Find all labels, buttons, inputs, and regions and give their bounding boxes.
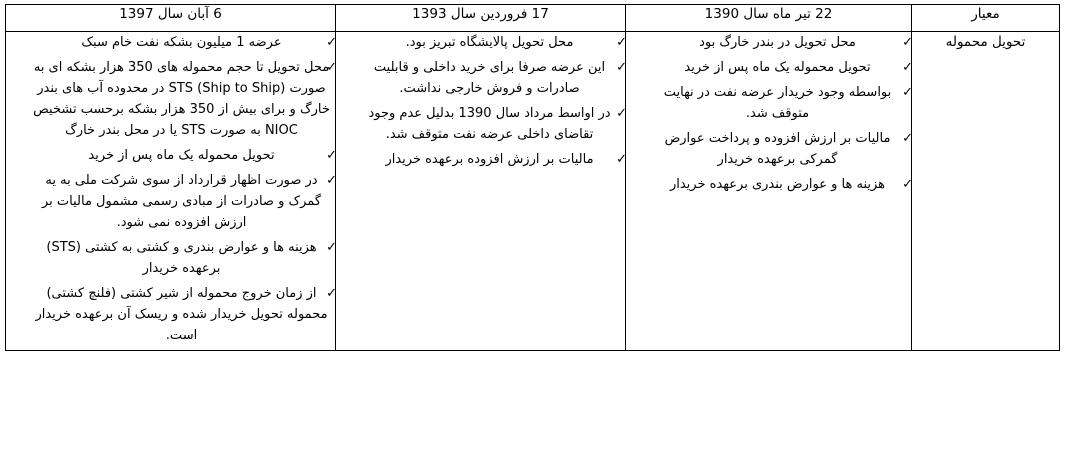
table-row (6, 32, 1060, 351)
list-item-text: محل تحویل تا حجم محموله های 350 هزار بشکه ای به صورت STS (Ship to Ship) در محدوده آب های بندر خارگ و برای بیش از 350 هزار بشکه برحسب تشخیص NIOC به صورت STS یا در محل بندر خارگ (33, 60, 330, 138)
table-header-row (6, 5, 1060, 32)
table-header (6, 5, 1060, 32)
list-item (6, 32, 335, 53)
cell-1397 (6, 32, 336, 351)
list-item-text: این عرضه صرفا برای خرید داخلی و قابلیت صادرات و فروش خارجی نداشت. (373, 60, 606, 96)
check-icon: ✓ (902, 35, 913, 50)
check-icon: ✓ (902, 131, 913, 146)
header-1397 (6, 5, 336, 32)
cell-1390 (626, 32, 912, 351)
list-item (6, 145, 335, 166)
list-item (336, 103, 625, 145)
list-item (6, 57, 335, 141)
list-item (6, 283, 335, 346)
list-item (626, 128, 911, 170)
list-item (626, 32, 911, 53)
list-item-text: در صورت اظهار قرارداد از سوی شرکت ملی به یه گمرک و صادرات از مبادی رسمی مشمول مالیات بر ارزش افزوده نمی شود. (41, 173, 322, 230)
check-icon: ✓ (326, 240, 337, 255)
list-item-text: تحویل محموله یک ماه پس از خرید (684, 60, 871, 75)
list-item-text: تحویل محموله یک ماه پس از خرید (88, 148, 275, 163)
list-item (6, 237, 335, 279)
list-item-text: مالیات بر ارزش افزوده برعهده خریدار (385, 152, 594, 167)
comparison-table (5, 4, 1060, 351)
list-item (336, 149, 625, 170)
header-criterion-label: معیار (971, 6, 1000, 22)
check-icon: ✓ (326, 60, 337, 75)
check-icon: ✓ (326, 35, 337, 50)
list-item (626, 82, 911, 124)
criterion-label: تحویل محموله (945, 34, 1026, 50)
header-1390 (626, 5, 912, 32)
list-item (626, 57, 911, 78)
list-item-text: عرضه 1 میلیون بشکه نفت خام سبک (81, 35, 282, 50)
list-item-text: محل تحویل پالایشگاه تبریز بود. (405, 35, 574, 50)
list-item-text: محل تحویل در بندر خارگ بود (699, 35, 856, 50)
header-criterion (912, 5, 1060, 32)
check-icon: ✓ (616, 106, 627, 121)
bullet-list-1390 (626, 32, 911, 195)
header-1393 (336, 5, 626, 32)
cell-1393 (336, 32, 626, 351)
list-item (626, 174, 911, 195)
check-icon: ✓ (902, 60, 913, 75)
check-icon: ✓ (902, 177, 913, 192)
check-icon: ✓ (616, 35, 627, 50)
list-item-text: بواسطه وجود خریدار عرضه نفت در نهایت متوقف شد. (663, 85, 892, 121)
list-item-text: در اواسط مرداد سال 1390 بدلیل عدم وجود تقاضای داخلی عرضه نفت متوقف شد. (368, 106, 611, 142)
header-1390-label: 22 تیر ماه سال 1390 (704, 6, 833, 22)
table-body (6, 32, 1060, 351)
list-item-text: هزینه ها و عوارض بندری و کشتی به کشتی (STS) برعهده خریدار (46, 240, 317, 276)
header-1393-label: 17 فروردین سال 1393 (412, 6, 549, 22)
list-item-text: هزینه ها و عوارض بندری برعهده خریدار (669, 177, 886, 192)
check-icon: ✓ (616, 60, 627, 75)
check-icon: ✓ (326, 148, 337, 163)
list-item (6, 170, 335, 233)
cell-criterion (912, 32, 1060, 351)
check-icon: ✓ (326, 173, 337, 188)
bullet-list-1397 (6, 32, 335, 346)
list-item-text: از زمان خروج محموله از شیر کشتی (فلنچ کشتی) محموله تحویل خریدار شده و ریسک آن برعهده خریدار است. (35, 286, 328, 343)
list-item (336, 57, 625, 99)
check-icon: ✓ (616, 152, 627, 167)
check-icon: ✓ (326, 286, 337, 301)
list-item (336, 32, 625, 53)
bullet-list-1393 (336, 32, 625, 170)
check-icon: ✓ (902, 85, 913, 100)
header-1397-label: 6 آبان سال 1397 (119, 6, 222, 22)
list-item-text: مالیات بر ارزش افزوده و پرداخت عوارض گمرکی برعهده خریدار (664, 131, 891, 167)
